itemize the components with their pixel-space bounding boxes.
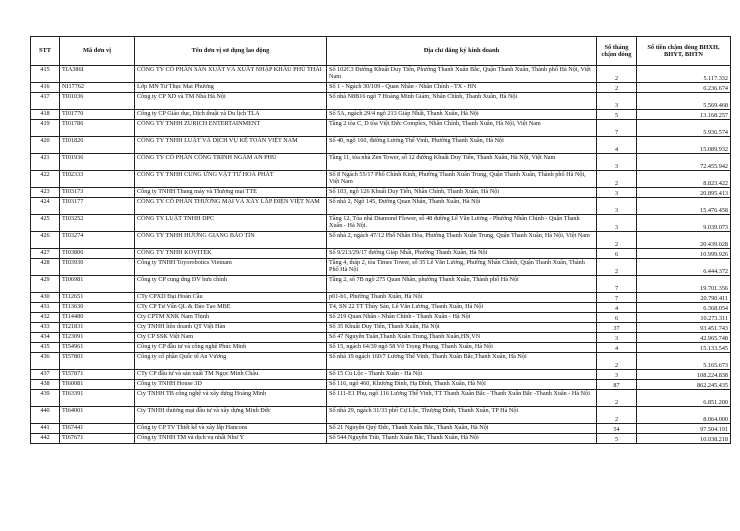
row-code: TI03806 bbox=[60, 249, 135, 259]
row-amount: 5.569.468 bbox=[637, 93, 731, 110]
row-stt: 437 bbox=[31, 370, 60, 380]
row-stt: 417 bbox=[31, 93, 60, 110]
table-row bbox=[31, 215, 731, 232]
table-row bbox=[31, 137, 731, 154]
table-row bbox=[31, 276, 731, 293]
row-months: 3 bbox=[597, 198, 637, 215]
row-stt: 415 bbox=[31, 66, 60, 83]
row-amount: 19.701.356 bbox=[637, 276, 731, 293]
row-stt: 430 bbox=[31, 293, 60, 303]
row-name: Công ty CP đầu tư và công nghệ Phúc Minh bbox=[135, 343, 327, 353]
row-address: Số 47 Nguyễn Tuân,Thanh Xuân Trung,Thanh Xuân,HN,VN bbox=[327, 333, 597, 343]
row-amount: 6.236.674 bbox=[637, 83, 731, 93]
row-months: 2 bbox=[597, 259, 637, 276]
row-amount: 5.117.332 bbox=[637, 66, 731, 83]
table-row bbox=[31, 154, 731, 171]
row-stt: 420 bbox=[31, 137, 60, 154]
table-row bbox=[31, 110, 731, 120]
row-name: CÔNG TY CỔ PHẦN CÔNG TRÌNH NGẦM AN PHÚ bbox=[135, 154, 327, 171]
row-stt: 424 bbox=[31, 198, 60, 215]
table-row bbox=[31, 313, 731, 323]
row-months: 5 bbox=[597, 434, 637, 444]
row-code: TI54961 bbox=[60, 343, 135, 353]
table-row bbox=[31, 303, 731, 313]
header-amount: Số tiền chậm đóng BHXH, BHYT, BHTN bbox=[637, 37, 731, 66]
row-amount: 72.455.942 bbox=[637, 154, 731, 171]
table-row bbox=[31, 259, 731, 276]
row-amount: 10.273.311 bbox=[637, 313, 731, 323]
row-name: Công ty TNHH TM và dịch vụ nhất Như Ý bbox=[135, 434, 327, 444]
row-stt: 418 bbox=[31, 110, 60, 120]
row-months: 2 bbox=[597, 390, 637, 407]
row-address: Tầng 12, Tòa nhà Diamond Flower, số 48 đường Lê Văn Lương - Phường Nhân Chính - Quận Thanh Xuân - Hà Nội. bbox=[327, 215, 597, 232]
row-address: Số 111-E1 Phụ, ngõ 116 Lương Thế Vinh, TT Thanh Xuân Bắc - Thanh Xuân Bắc -Thanh Xuân - Hà Nội bbox=[327, 390, 597, 407]
row-code: TI02333 bbox=[60, 171, 135, 188]
row-months: 3 bbox=[597, 333, 637, 343]
row-stt: 438 bbox=[31, 380, 60, 390]
row-code: TI03274 bbox=[60, 232, 135, 249]
row-stt: 421 bbox=[31, 154, 60, 171]
row-code: TI01826 bbox=[60, 137, 135, 154]
table-row bbox=[31, 434, 731, 444]
row-code: TI57801 bbox=[60, 353, 135, 370]
row-address: Số 1 - Ngách 30/109 - Quan Nhân - Nhân Chính - TX - HN bbox=[327, 83, 597, 93]
table-row bbox=[31, 333, 731, 343]
table-row bbox=[31, 171, 731, 188]
row-code: TI57871 bbox=[60, 370, 135, 380]
row-months: 7 bbox=[597, 276, 637, 293]
row-code: TI67441 bbox=[60, 424, 135, 434]
row-name: CÔNG TY TNHH HƯƠNG GIANG BẢO TÍN bbox=[135, 232, 327, 249]
row-code: TI01936 bbox=[60, 154, 135, 171]
table-row bbox=[31, 407, 731, 424]
row-code: TI60081 bbox=[60, 380, 135, 390]
row-code: TI13630 bbox=[60, 303, 135, 313]
row-stt: 441 bbox=[31, 424, 60, 434]
header-address: Địa chỉ đăng ký kinh doanh bbox=[327, 37, 597, 66]
row-amount: 5.165.673 bbox=[637, 353, 731, 370]
row-months: 2 bbox=[597, 232, 637, 249]
row-months: 3 bbox=[597, 215, 637, 232]
row-stt: 422 bbox=[31, 171, 60, 188]
row-name: Cty CP SSK Việt Nam bbox=[135, 333, 327, 343]
row-address: Số 35 Khuất Duy Tiến, Thanh Xuân, Hà Nội bbox=[327, 323, 597, 333]
row-code: TI21831 bbox=[60, 323, 135, 333]
row-name: CÔNG TY TNHH KOVITEK bbox=[135, 249, 327, 259]
row-code: TI01786 bbox=[60, 120, 135, 137]
table-row bbox=[31, 83, 731, 93]
row-code: NI17762 bbox=[60, 83, 135, 93]
row-months: 2 bbox=[597, 353, 637, 370]
row-amount: 10.038.218 bbox=[637, 434, 731, 444]
row-address: Số nhà 29, ngách 31/33 phố Cự Lộc, Thượng Đình, Thanh Xuân, TP Hà Nội bbox=[327, 407, 597, 424]
row-stt: 425 bbox=[31, 215, 60, 232]
row-address: Số nhà 19 ngách 160/7 Lương Thế Vinh, Thanh Xuân Bắc,Thanh Xuân, Hà Nội bbox=[327, 353, 597, 370]
row-code: TI06981 bbox=[60, 276, 135, 293]
row-name: Công ty TNHH House 3D bbox=[135, 380, 327, 390]
row-months: 2 bbox=[597, 66, 637, 83]
row-stt: 423 bbox=[31, 188, 60, 198]
row-months: 3 bbox=[597, 154, 637, 171]
row-code: TI63391 bbox=[60, 390, 135, 407]
row-months: 4 bbox=[597, 303, 637, 313]
row-address: Số 40, ngõ 160, đường Lương Thế Vinh, Phường Thanh Xuân, Hà Nội bbox=[327, 137, 597, 154]
row-months: 54 bbox=[597, 424, 637, 434]
table-row bbox=[31, 343, 731, 353]
row-name: Công ty TNHH Toyorobotics Vietnam bbox=[135, 259, 327, 276]
table-row bbox=[31, 232, 731, 249]
row-months: 2 bbox=[597, 83, 637, 93]
row-address: Tầng 11, tòa nhà Zen Tower, số 12 đường Khuất Duy Tiến, Thanh Xuân, Hà Nội, Việt Nam bbox=[327, 154, 597, 171]
row-amount: 6.368.054 bbox=[637, 303, 731, 313]
row-name: Công ty CP XD và TM Nhà Hà Nội bbox=[135, 93, 327, 110]
row-amount: 97.504.191 bbox=[637, 424, 731, 434]
row-amount: 20.790.411 bbox=[637, 293, 731, 303]
row-code: TI01036 bbox=[60, 93, 135, 110]
row-amount: 8.064.000 bbox=[637, 407, 731, 424]
row-name: Cty CPTM XNK Nam Thịnh bbox=[135, 313, 327, 323]
table-row bbox=[31, 424, 731, 434]
row-code: TI67671 bbox=[60, 434, 135, 444]
row-code: TI12651 bbox=[60, 293, 135, 303]
row-stt: 432 bbox=[31, 313, 60, 323]
row-amount: 8.823.422 bbox=[637, 171, 731, 188]
row-address: Số 9/213/29/17 đường Giáp Nhất, Phường Thanh Xuân, Hà Nội bbox=[327, 249, 597, 259]
header-code: Mã đơn vị bbox=[60, 37, 135, 66]
table-row bbox=[31, 198, 731, 215]
row-name: CÔNG TY TNHH CUNG ỨNG VẬT TƯ HOÀ PHÁT bbox=[135, 171, 327, 188]
row-amount: 10.999.926 bbox=[637, 249, 731, 259]
row-address: Số 21 Nguyễn Quý Đức, Thanh Xuân Bắc, Thanh Xuân, Hà Nội bbox=[327, 424, 597, 434]
row-amount: 6.851.200 bbox=[637, 390, 731, 407]
table-body bbox=[31, 66, 731, 444]
table-row bbox=[31, 66, 731, 83]
table-row bbox=[31, 293, 731, 303]
row-address: Số nhà N8B16 ngõ 7 Hoàng Minh Giám, Nhân Chính, Thanh Xuân, Hà Nội bbox=[327, 93, 597, 110]
row-stt: 427 bbox=[31, 249, 60, 259]
data-table bbox=[30, 36, 731, 444]
row-address: Số 219 Quan Nhân - Nhân Chính - Thanh Xuân - Hà Nội bbox=[327, 313, 597, 323]
row-months: 7 bbox=[597, 293, 637, 303]
table-row bbox=[31, 390, 731, 407]
row-address: Số 103, ngõ 126 Khuất Duy Tiến, Nhân Chính, Thanh Xuân, Hà Nội bbox=[327, 188, 597, 198]
row-address: Số 544 Nguyễn Trãi, Thanh Xuân Bắc, Thanh Xuân, Hà Nội bbox=[327, 434, 597, 444]
row-months: 7 bbox=[597, 120, 637, 137]
row-stt: 429 bbox=[31, 276, 60, 293]
row-name: Công ty CP cung ứng DV bưu chính bbox=[135, 276, 327, 293]
table-row bbox=[31, 380, 731, 390]
row-code: TI03930 bbox=[60, 259, 135, 276]
row-address: Số 15, ngách 64/39 ngõ 58 Võ Trọng Phụng, Thanh Xuân, Hà Nội bbox=[327, 343, 597, 353]
row-months: 4 bbox=[597, 137, 637, 154]
table-row bbox=[31, 93, 731, 110]
row-address: Số nhà 2, ngách 47/12 Phố Nhân Hòa, Phường Thanh Xuân Trung, Quận Thanh Xuân, Hà Nội, Việt Nam bbox=[327, 232, 597, 249]
table-row bbox=[31, 188, 731, 198]
row-name: Công ty TNHH Thang máy và Thương mại TTE bbox=[135, 188, 327, 198]
row-amount: 9.039.073 bbox=[637, 215, 731, 232]
row-address: Tầng 4, tháp 2, tòa Times Tower, số 35 Lê Văn Lương, Phường Nhân Chính, Quận Thanh Xuân, Thành Phố Hà Nội bbox=[327, 259, 597, 276]
row-stt: 439 bbox=[31, 390, 60, 407]
row-amount: 6.444.372 bbox=[637, 259, 731, 276]
row-stt: 431 bbox=[31, 303, 60, 313]
row-name: CTy CP đầu tư và sản xuất TM Ngọc Minh Châu bbox=[135, 370, 327, 380]
row-address: Số nhà 2, Ngõ 145, Đường Quan Nhân, Thanh Xuân, Hà Nội bbox=[327, 198, 597, 215]
row-name: CÔNG TY CỔ PHẦN SẢN XUẤT VÀ XUẤT NHẬP KHẨU PHÚ THÁI bbox=[135, 66, 327, 83]
row-amount: 15.476.458 bbox=[637, 198, 731, 215]
row-address: Số 5A, ngách 29/4 ngõ 213 Giáp Nhất, Thanh Xuân, Hà Nội bbox=[327, 110, 597, 120]
row-months: 3 bbox=[597, 188, 637, 198]
row-months: 2 bbox=[597, 407, 637, 424]
row-stt: 442 bbox=[31, 434, 60, 444]
row-amount: 20.439.028 bbox=[637, 232, 731, 249]
row-stt: 428 bbox=[31, 259, 60, 276]
row-name: Lớp MN Tư Thục Mai Phương bbox=[135, 83, 327, 93]
row-amount: 108.224.838 bbox=[637, 370, 731, 380]
overdue-contributors-table bbox=[30, 36, 730, 444]
row-address: Số 102C3 Đường Khuất Duy Tiến, Phường Thanh Xuân Bắc, Quận Thanh Xuân, Thành phố Hà Nội, Việt Nam bbox=[327, 66, 597, 83]
row-name: Cty TNHH thương mại đầu tư và xây dựng Minh Đức bbox=[135, 407, 327, 424]
row-amount: 20.895.413 bbox=[637, 188, 731, 198]
row-months: 3 bbox=[597, 370, 637, 380]
row-address: T4, SN 22 TT Thủy Sản, Lê Văn Lương, Thanh Xuân, Hà Nội bbox=[327, 303, 597, 313]
table-row bbox=[31, 353, 731, 370]
table-header-row bbox=[31, 37, 731, 66]
row-amount: 13.168.257 bbox=[637, 110, 731, 120]
row-amount: 93.451.743 bbox=[637, 323, 731, 333]
row-code: TIA386I bbox=[60, 66, 135, 83]
header-name: Tên đơn vị sử dụng lao động bbox=[135, 37, 327, 66]
row-amount: 15.133.545 bbox=[637, 343, 731, 353]
row-name: CÔNG TY TNHH LUẬT VÀ DỊCH VỤ KẾ TOÁN VIỆT NAM bbox=[135, 137, 327, 154]
row-stt: 436 bbox=[31, 353, 60, 370]
row-stt: 416 bbox=[31, 83, 60, 93]
row-amount: 862.245.435 bbox=[637, 380, 731, 390]
row-stt: 434 bbox=[31, 333, 60, 343]
row-code: TI23091 bbox=[60, 333, 135, 343]
row-address: Tầng 2 tòa C, D tòa Việt Đức Complex, Nhân Chính, Thanh Xuân, Hà Nội, Việt Nam bbox=[327, 120, 597, 137]
table-row bbox=[31, 323, 731, 333]
row-name: Công ty CP TV Thiết kế và xây lắp Hancons bbox=[135, 424, 327, 434]
row-code: TI14480 bbox=[60, 313, 135, 323]
row-name: CÔNG TY LUẬT TNHH DPC bbox=[135, 215, 327, 232]
header-months: Số tháng chậm đóng bbox=[597, 37, 637, 66]
row-code: TI03252 bbox=[60, 215, 135, 232]
row-stt: 426 bbox=[31, 232, 60, 249]
row-months: 6 bbox=[597, 249, 637, 259]
row-address: Số 8 Ngách 55/17 Phố Chính Kinh, Phường Thanh Xuân Trung, Quận Thanh Xuân, Thành phố Hà Nội, Việt Nam bbox=[327, 171, 597, 188]
row-name: Cty TNHH TB công nghệ và xây dựng Hoàng Minh bbox=[135, 390, 327, 407]
row-stt: 435 bbox=[31, 343, 60, 353]
row-name: Công ty cổ phần Quốc tế An Vương bbox=[135, 353, 327, 370]
table-row bbox=[31, 120, 731, 137]
row-months: 87 bbox=[597, 380, 637, 390]
row-months: 3 bbox=[597, 93, 637, 110]
row-code: TI64001 bbox=[60, 407, 135, 424]
row-name: Cty TNHH liên doanh QT Việt Hàn bbox=[135, 323, 327, 333]
row-amount: 5.936.574 bbox=[637, 120, 731, 137]
row-months: 5 bbox=[597, 110, 637, 120]
row-months: 2 bbox=[597, 171, 637, 188]
header-stt: STT bbox=[31, 37, 60, 66]
row-name: CÔNG TY CỔ PHẦN THƯƠNG MẠI VÀ XÂY LẮP ĐIỆN VIỆT NAM bbox=[135, 198, 327, 215]
row-amount: 15.089.932 bbox=[637, 137, 731, 154]
row-name: CTy CPXD Đại Hoàn Cầu bbox=[135, 293, 327, 303]
row-months: 4 bbox=[597, 343, 637, 353]
row-months: 6 bbox=[597, 313, 637, 323]
row-code: TI01770 bbox=[60, 110, 135, 120]
row-months: 37 bbox=[597, 323, 637, 333]
row-address: Tầng 2, số 7B ngõ 275 Quan Nhân, phường Thanh Xuân, Thành phố Hà Nội bbox=[327, 276, 597, 293]
row-code: TI03177 bbox=[60, 198, 135, 215]
row-address: Số 116, ngõ 460, Khương Đình, Hạ Đình, Thanh Xuân, Hà Nội bbox=[327, 380, 597, 390]
row-name: Công ty CP Giáo dục, Dịch thuật và Du lịch TLA bbox=[135, 110, 327, 120]
row-stt: 433 bbox=[31, 323, 60, 333]
row-amount: 42.965.748 bbox=[637, 333, 731, 343]
row-code: TI03173 bbox=[60, 188, 135, 198]
row-name: CÔNG TY TNHH ZURICH ENTERTAINMENT bbox=[135, 120, 327, 137]
table-row bbox=[31, 370, 731, 380]
row-address: Số 15 Cù Lộc - Thanh Xuân - Hà Nội bbox=[327, 370, 597, 380]
row-address: p01-b1, Phường Thanh Xuân, Hà Nội bbox=[327, 293, 597, 303]
table-row bbox=[31, 249, 731, 259]
row-stt: 419 bbox=[31, 120, 60, 137]
row-stt: 440 bbox=[31, 407, 60, 424]
row-name: CTy CP Tư Vấn QL & Đào Tạo MBE bbox=[135, 303, 327, 313]
